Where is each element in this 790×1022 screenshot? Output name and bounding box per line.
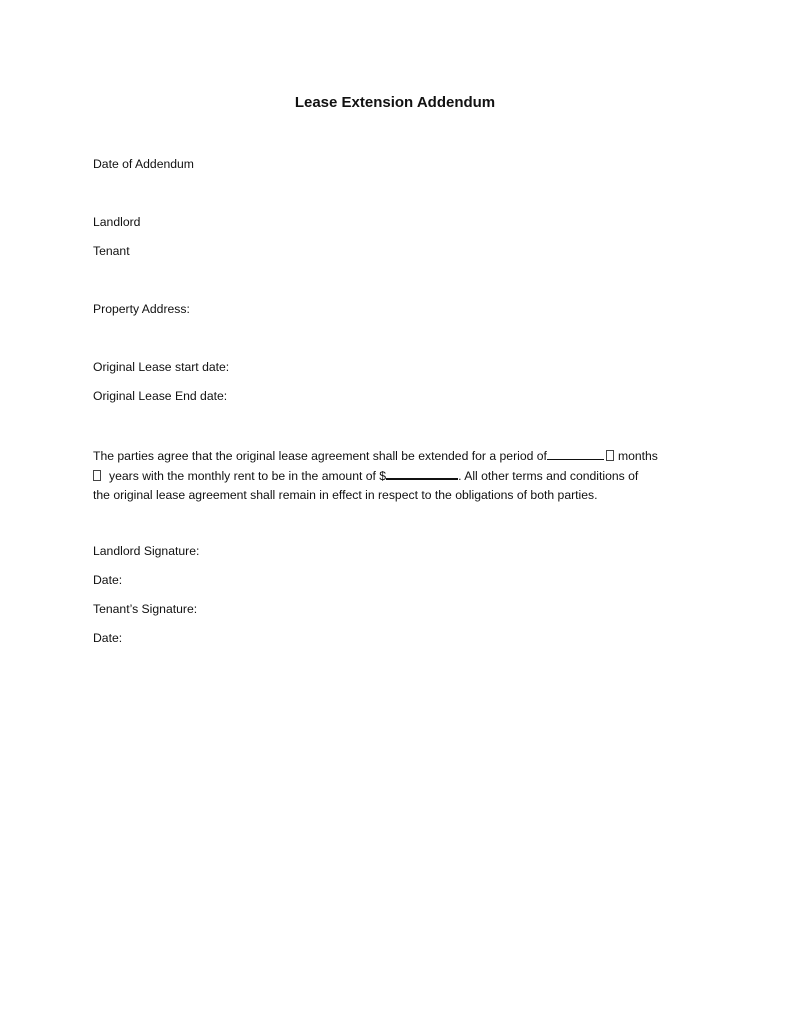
property-address-label: Property Address: bbox=[93, 302, 190, 316]
landlord-date-label: Date: bbox=[93, 573, 123, 587]
months-checkbox[interactable] bbox=[606, 450, 614, 461]
original-start-date-label: Original Lease start date: bbox=[93, 360, 230, 374]
years-checkbox[interactable] bbox=[93, 470, 101, 481]
landlord-label: Landlord bbox=[93, 215, 141, 229]
tenant-signature-label: Tenant’s Signature: bbox=[93, 602, 198, 616]
original-end-date-label: Original Lease End date: bbox=[93, 389, 228, 403]
months-label: months bbox=[617, 449, 658, 463]
extension-paragraph bbox=[93, 447, 703, 506]
period-blank[interactable] bbox=[547, 448, 604, 460]
paragraph-text-4: the original lease agreement shall remain in effect in respect to the obligations of both parties. bbox=[93, 488, 598, 502]
document-title: Lease Extension Addendum bbox=[294, 94, 496, 111]
date-of-addendum-label: Date of Addendum bbox=[93, 157, 194, 171]
landlord-signature-label: Landlord Signature: bbox=[93, 544, 200, 558]
paragraph-text-3: . All other terms and conditions of bbox=[458, 468, 639, 483]
rent-amount-blank[interactable] bbox=[386, 467, 458, 480]
tenant-date-label: Date: bbox=[93, 631, 123, 645]
paragraph-text-2: years with the monthly rent to be in the amount of $ bbox=[109, 468, 387, 483]
tenant-label: Tenant bbox=[93, 244, 130, 258]
paragraph-text-1: The parties agree that the original lease agreement shall be extended for a period of bbox=[93, 449, 547, 463]
